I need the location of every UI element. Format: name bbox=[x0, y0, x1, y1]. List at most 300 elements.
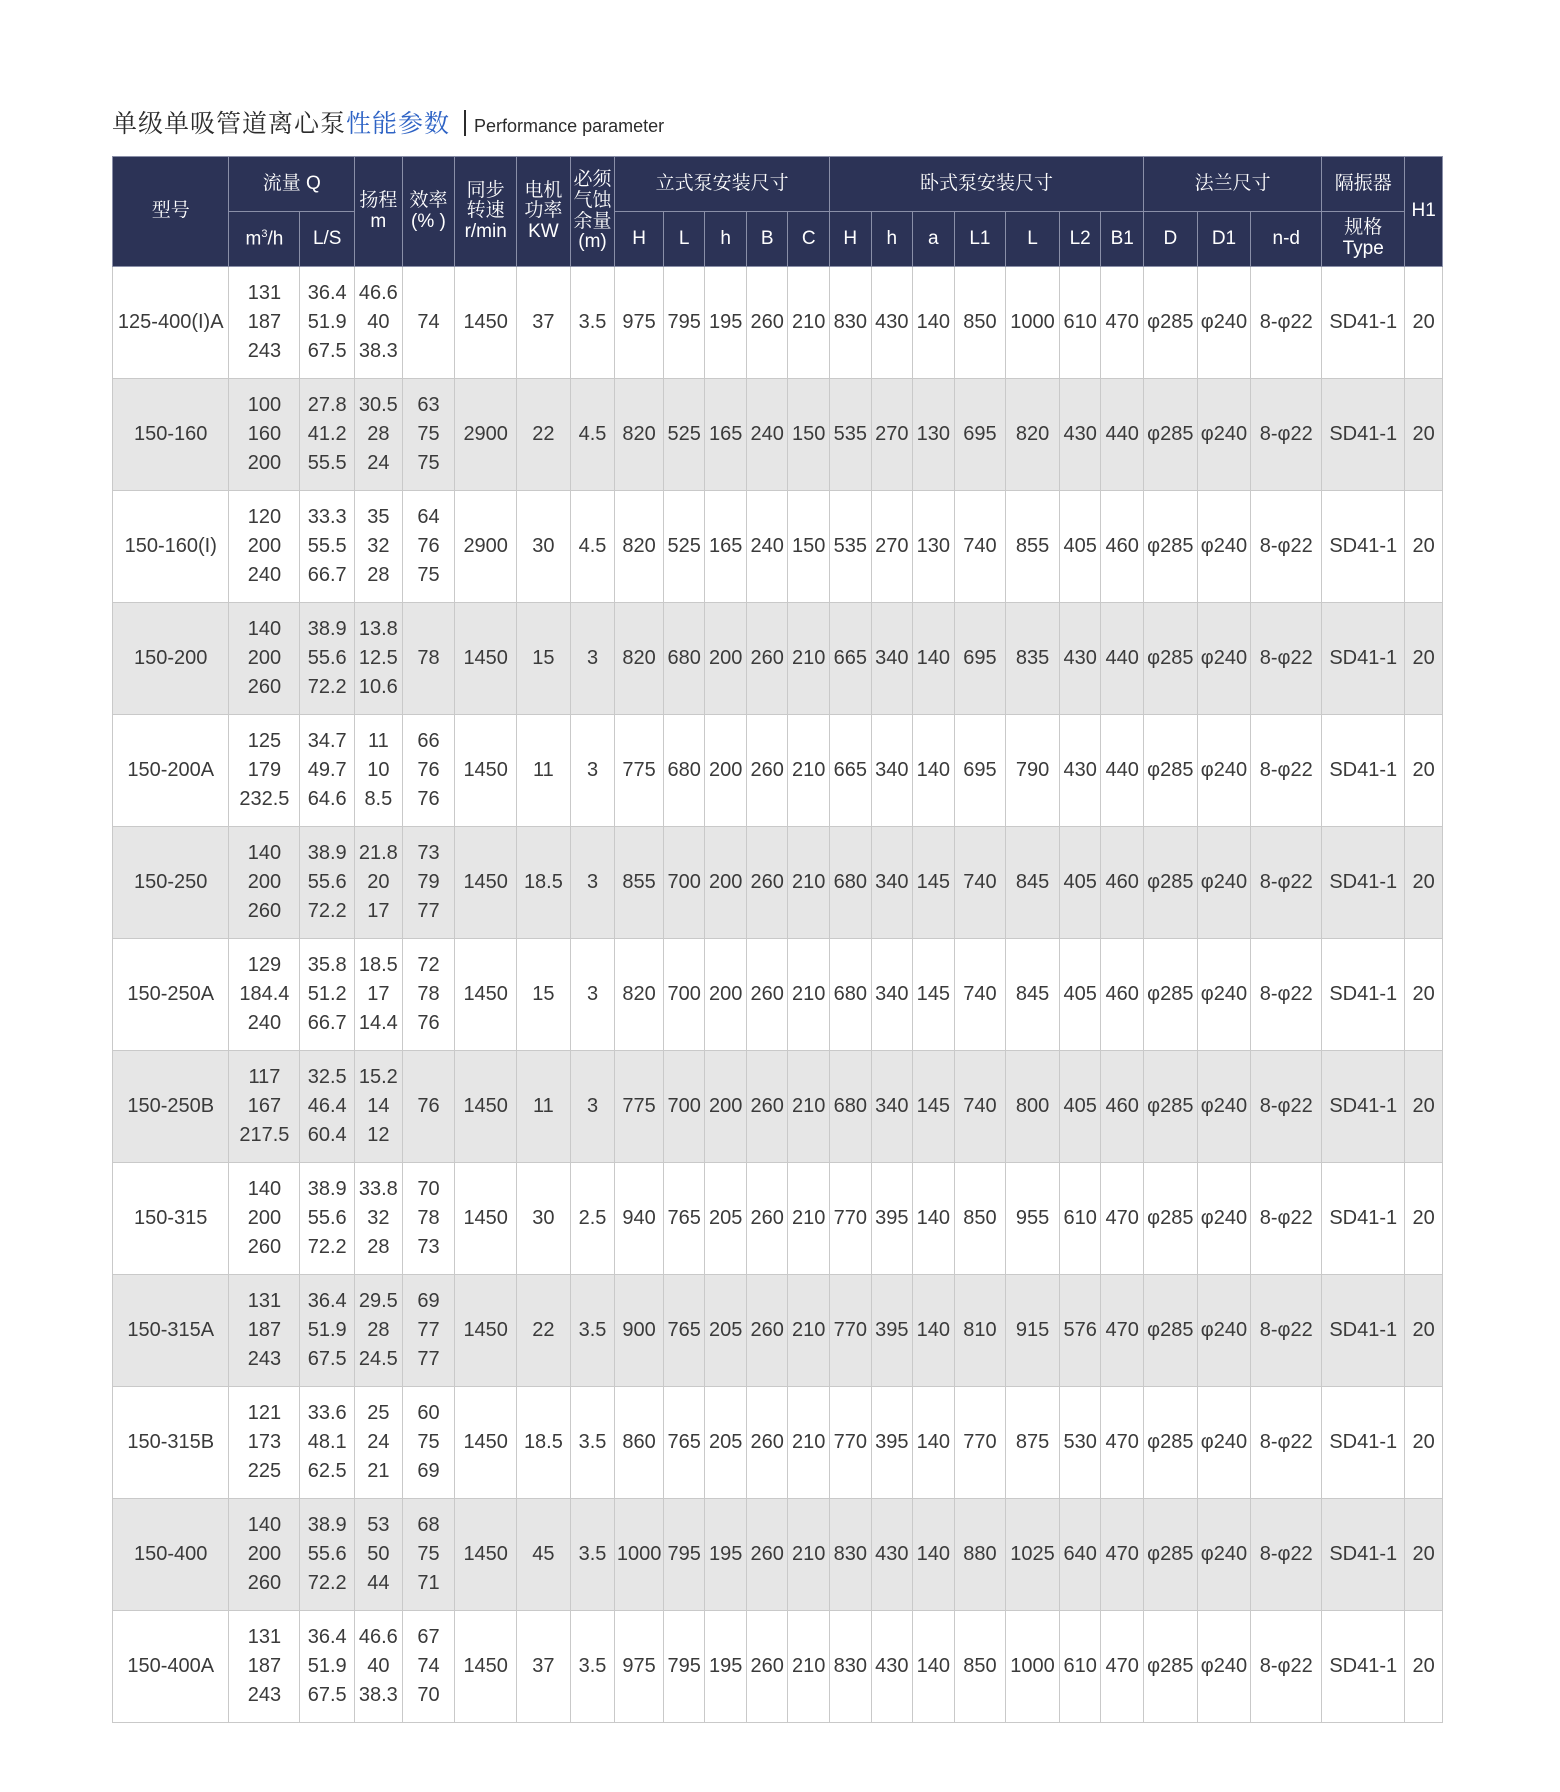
cell-vertical-dim: 975 bbox=[615, 267, 664, 379]
cell-horizontal-dim: 405 bbox=[1059, 939, 1101, 1051]
cell-horizontal-dim: 680 bbox=[830, 1051, 872, 1163]
cell-vertical-dim: 820 bbox=[615, 491, 664, 603]
cell-flow-m3h-value: 225 bbox=[247, 1460, 282, 1482]
cell-h1: 20 bbox=[1405, 491, 1443, 603]
cell-vertical-dim: 795 bbox=[663, 1499, 705, 1611]
cell-efficiency-value: 73 bbox=[417, 1236, 440, 1258]
cell-horizontal-dim: 470 bbox=[1101, 1163, 1144, 1275]
cell-horizontal-dim: 740 bbox=[954, 827, 1006, 939]
cell-flange-dim: φ285 bbox=[1143, 1499, 1197, 1611]
cell-flange-dim: φ285 bbox=[1143, 1611, 1197, 1723]
cell-flow-ls-value: 55.6 bbox=[307, 1543, 347, 1565]
cell-head-value: 40 bbox=[367, 311, 390, 333]
cell-flow-ls-value: 72.2 bbox=[307, 1572, 347, 1594]
cell-flow-ls-value: 33.6 bbox=[307, 1402, 347, 1424]
table-header bbox=[113, 157, 1443, 267]
cell-speed: 1450 bbox=[455, 603, 517, 715]
cell-horizontal-dim: 695 bbox=[954, 715, 1006, 827]
cell-horizontal-dim: 140 bbox=[913, 1163, 955, 1275]
cell-horizontal-dim: 875 bbox=[1006, 1387, 1060, 1499]
cell-vertical-dim: 765 bbox=[663, 1275, 705, 1387]
header-npsh-unit: (m) bbox=[578, 231, 607, 253]
cell-speed: 1450 bbox=[455, 1051, 517, 1163]
cell-flow-ls-value: 41.2 bbox=[307, 423, 347, 445]
cell-efficiency-value: 76 bbox=[417, 788, 440, 810]
cell-flange-dim: φ240 bbox=[1197, 1163, 1251, 1275]
cell-vertical-dim: 240 bbox=[746, 491, 788, 603]
cell-horizontal-dim: 850 bbox=[954, 1611, 1006, 1723]
cell-head-value: 40 bbox=[367, 1655, 390, 1677]
cell-head bbox=[355, 1051, 403, 1163]
cell-flange-dim: φ285 bbox=[1143, 379, 1197, 491]
cell-horizontal-dim: 140 bbox=[913, 1387, 955, 1499]
cell-power: 18.5 bbox=[517, 1387, 571, 1499]
header-npsh-l1: 必须 bbox=[573, 169, 612, 191]
cell-flange-dim: φ240 bbox=[1197, 1611, 1251, 1723]
cell-efficiency-value: 79 bbox=[417, 871, 440, 893]
cell-horizontal-dim: 145 bbox=[913, 939, 955, 1051]
cell-horizontal-dim: 680 bbox=[830, 939, 872, 1051]
cell-vertical-dim: 210 bbox=[788, 1163, 830, 1275]
cell-head bbox=[355, 491, 403, 603]
cell-vertical-dim: 210 bbox=[788, 939, 830, 1051]
header-head-label: 扬程 bbox=[359, 189, 398, 211]
header-f-nd: n-d bbox=[1251, 212, 1322, 267]
cell-flow-ls-value: 55.6 bbox=[307, 871, 347, 893]
cell-flow-ls-value: 35.8 bbox=[307, 954, 347, 976]
cell-flow-m3h-value: 217.5 bbox=[239, 1124, 290, 1146]
table-row bbox=[113, 827, 1443, 939]
cell-vertical-dim: 260 bbox=[746, 1051, 788, 1163]
cell-flange-dim: φ285 bbox=[1143, 1387, 1197, 1499]
cell-horizontal-dim: 140 bbox=[913, 267, 955, 379]
cell-isolator-type: SD41-1 bbox=[1322, 491, 1405, 603]
cell-flow-ls bbox=[300, 1051, 355, 1163]
cell-efficiency-value: 63 bbox=[417, 394, 440, 416]
table-row bbox=[113, 1163, 1443, 1275]
cell-h1: 20 bbox=[1405, 1499, 1443, 1611]
cell-horizontal-dim: 740 bbox=[954, 939, 1006, 1051]
cell-vertical-dim: 210 bbox=[788, 1387, 830, 1499]
cell-horizontal-dim: 915 bbox=[1006, 1275, 1060, 1387]
cell-flow-m3h bbox=[229, 827, 300, 939]
cell-horizontal-dim: 470 bbox=[1101, 1499, 1144, 1611]
cell-isolator-type: SD41-1 bbox=[1322, 603, 1405, 715]
cell-flow-m3h-value: 260 bbox=[247, 1236, 282, 1258]
cell-flange-dim: 8-φ22 bbox=[1251, 379, 1322, 491]
cell-flow-m3h bbox=[229, 939, 300, 1051]
cell-flow-ls-value: 36.4 bbox=[307, 282, 347, 304]
cell-efficiency bbox=[402, 491, 455, 603]
cell-head bbox=[355, 1499, 403, 1611]
cell-horizontal-dim: 340 bbox=[871, 603, 913, 715]
table-row bbox=[113, 1051, 1443, 1163]
cell-model: 150-250 bbox=[113, 827, 229, 939]
header-power-l1: 电机 bbox=[524, 179, 563, 201]
cell-flow-m3h bbox=[229, 1051, 300, 1163]
cell-npsh: 3 bbox=[570, 603, 615, 715]
cell-vertical-dim: 195 bbox=[705, 1611, 747, 1723]
cell-flow-m3h bbox=[229, 379, 300, 491]
cell-isolator-type: SD41-1 bbox=[1322, 267, 1405, 379]
performance-table bbox=[112, 156, 1443, 1723]
table-row bbox=[113, 603, 1443, 715]
cell-efficiency bbox=[402, 379, 455, 491]
cell-horizontal-dim: 955 bbox=[1006, 1163, 1060, 1275]
header-flow: 流量 Q bbox=[229, 157, 355, 212]
cell-flange-dim: φ240 bbox=[1197, 1387, 1251, 1499]
cell-vertical-dim: 210 bbox=[788, 1499, 830, 1611]
cell-flow-m3h-value: 167 bbox=[247, 1095, 282, 1117]
cell-vertical-dim: 260 bbox=[746, 715, 788, 827]
cell-head-value: 11 bbox=[367, 730, 389, 752]
cell-h1: 20 bbox=[1405, 1387, 1443, 1499]
cell-horizontal-dim: 770 bbox=[830, 1163, 872, 1275]
cell-head bbox=[355, 1275, 403, 1387]
cell-horizontal-dim: 535 bbox=[830, 491, 872, 603]
cell-vertical-dim: 260 bbox=[746, 1275, 788, 1387]
cell-vertical-dim: 205 bbox=[705, 1275, 747, 1387]
cell-horizontal-dim: 405 bbox=[1059, 827, 1101, 939]
cell-flange-dim: 8-φ22 bbox=[1251, 1163, 1322, 1275]
cell-horizontal-dim: 610 bbox=[1059, 267, 1101, 379]
cell-vertical-dim: 165 bbox=[705, 379, 747, 491]
title-english: Performance parameter bbox=[474, 116, 665, 136]
cell-efficiency-value: 76 bbox=[417, 1012, 440, 1034]
cell-flow-ls-value: 49.7 bbox=[307, 759, 347, 781]
cell-speed: 2900 bbox=[455, 379, 517, 491]
cell-horizontal-dim: 855 bbox=[1006, 491, 1060, 603]
cell-horizontal-dim: 800 bbox=[1006, 1051, 1060, 1163]
cell-horizontal-dim: 460 bbox=[1101, 491, 1144, 603]
cell-head-value: 32 bbox=[367, 535, 390, 557]
cell-head bbox=[355, 1163, 403, 1275]
cell-flow-m3h-value: 125 bbox=[247, 730, 282, 752]
cell-h1: 20 bbox=[1405, 267, 1443, 379]
header-flow-m3h: $m^3/h$ bbox=[229, 212, 300, 267]
cell-horizontal-dim: 680 bbox=[830, 827, 872, 939]
cell-efficiency bbox=[402, 1611, 455, 1723]
table-row bbox=[113, 1275, 1443, 1387]
cell-model: 150-160(I) bbox=[113, 491, 229, 603]
cell-horizontal-dim: 430 bbox=[871, 1499, 913, 1611]
cell-efficiency-value: 73 bbox=[417, 842, 440, 864]
cell-head-value: 44 bbox=[367, 1572, 390, 1594]
cell-model: 150-400 bbox=[113, 1499, 229, 1611]
cell-power: 37 bbox=[517, 1611, 571, 1723]
cell-flow-m3h-value: 243 bbox=[247, 1684, 282, 1706]
cell-power: 22 bbox=[517, 379, 571, 491]
cell-efficiency-value: 70 bbox=[417, 1178, 440, 1200]
cell-h1: 20 bbox=[1405, 939, 1443, 1051]
cell-model: 150-400A bbox=[113, 1611, 229, 1723]
cell-power: 11 bbox=[517, 715, 571, 827]
cell-speed: 1450 bbox=[455, 267, 517, 379]
cell-flow-ls-value: 72.2 bbox=[307, 676, 347, 698]
cell-efficiency-value: 72 bbox=[417, 954, 440, 976]
cell-flange-dim: φ285 bbox=[1143, 603, 1197, 715]
cell-vertical-dim: 940 bbox=[615, 1163, 664, 1275]
cell-horizontal-dim: 440 bbox=[1101, 379, 1144, 491]
cell-npsh: 4.5 bbox=[570, 379, 615, 491]
cell-flange-dim: 8-φ22 bbox=[1251, 1275, 1322, 1387]
cell-head bbox=[355, 827, 403, 939]
cell-vertical-dim: 260 bbox=[746, 267, 788, 379]
cell-efficiency-value: 75 bbox=[417, 423, 440, 445]
cell-vertical-dim: 260 bbox=[746, 1611, 788, 1723]
cell-efficiency-value: 77 bbox=[417, 900, 440, 922]
cell-model: 150-315A bbox=[113, 1275, 229, 1387]
cell-flow-ls-value: 46.4 bbox=[307, 1095, 347, 1117]
cell-flow-m3h-value: 140 bbox=[247, 618, 282, 640]
cell-isolator-type: SD41-1 bbox=[1322, 715, 1405, 827]
cell-efficiency-value: 68 bbox=[417, 1514, 440, 1536]
cell-flow-m3h-value: 131 bbox=[247, 1290, 282, 1312]
cell-flange-dim: φ240 bbox=[1197, 1051, 1251, 1163]
cell-flow-ls-value: 51.9 bbox=[307, 1655, 347, 1677]
cell-flange-dim: φ285 bbox=[1143, 827, 1197, 939]
cell-vertical-dim: 240 bbox=[746, 379, 788, 491]
cell-horizontal-dim: 535 bbox=[830, 379, 872, 491]
cell-flow-ls-value: 51.9 bbox=[307, 311, 347, 333]
header-power-unit: KW bbox=[528, 220, 559, 242]
cell-isolator-type: SD41-1 bbox=[1322, 1163, 1405, 1275]
cell-flow-ls bbox=[300, 379, 355, 491]
cell-flow-ls-value: 27.8 bbox=[307, 394, 347, 416]
cell-flow-m3h-value: 184.4 bbox=[239, 983, 290, 1005]
cell-flange-dim: φ240 bbox=[1197, 715, 1251, 827]
cell-flow-ls-value: 64.6 bbox=[307, 788, 347, 810]
cell-flow-ls-value: 51.9 bbox=[307, 1319, 347, 1341]
title-main: 单级单吸管道离心泵 bbox=[112, 109, 347, 138]
cell-npsh: 3.5 bbox=[570, 267, 615, 379]
header-vertical: 立式泵安装尺寸 bbox=[615, 157, 830, 212]
cell-flow-ls-value: 66.7 bbox=[307, 564, 347, 586]
cell-model: 150-315B bbox=[113, 1387, 229, 1499]
cell-flange-dim: φ285 bbox=[1143, 939, 1197, 1051]
cell-horizontal-dim: 830 bbox=[830, 267, 872, 379]
cell-flow-ls-value: 34.7 bbox=[307, 730, 347, 752]
cell-flow-m3h-value: 117 bbox=[248, 1066, 281, 1088]
cell-head-value: 24 bbox=[367, 1431, 390, 1453]
header-speed bbox=[455, 157, 517, 267]
cell-head-value: 14 bbox=[367, 1095, 390, 1117]
cell-efficiency-value: 69 bbox=[417, 1290, 440, 1312]
cell-vertical-dim: 795 bbox=[663, 1611, 705, 1723]
cell-flange-dim: φ240 bbox=[1197, 1499, 1251, 1611]
cell-horizontal-dim: 845 bbox=[1006, 827, 1060, 939]
cell-npsh: 4.5 bbox=[570, 491, 615, 603]
cell-flange-dim: φ240 bbox=[1197, 1275, 1251, 1387]
header-h-H: H bbox=[830, 212, 872, 267]
cell-efficiency-value: 76 bbox=[417, 759, 440, 781]
cell-flow-ls-value: 66.7 bbox=[307, 1012, 347, 1034]
cell-power: 30 bbox=[517, 491, 571, 603]
cell-horizontal-dim: 270 bbox=[871, 491, 913, 603]
cell-head-value: 29.5 bbox=[358, 1290, 398, 1312]
cell-horizontal-dim: 430 bbox=[871, 1611, 913, 1723]
cell-head-value: 32 bbox=[367, 1207, 390, 1229]
cell-horizontal-dim: 440 bbox=[1101, 715, 1144, 827]
cell-isolator-type: SD41-1 bbox=[1322, 1611, 1405, 1723]
cell-horizontal-dim: 130 bbox=[913, 379, 955, 491]
cell-head-value: 46.6 bbox=[358, 282, 398, 304]
cell-flow-m3h-value: 187 bbox=[247, 1655, 282, 1677]
cell-head bbox=[355, 603, 403, 715]
cell-horizontal-dim: 460 bbox=[1101, 1051, 1144, 1163]
cell-model: 150-200 bbox=[113, 603, 229, 715]
cell-horizontal-dim: 430 bbox=[1059, 379, 1101, 491]
cell-flow-m3h-value: 200 bbox=[247, 452, 282, 474]
cell-vertical-dim: 855 bbox=[615, 827, 664, 939]
cell-head-value: 15.2 bbox=[358, 1066, 398, 1088]
cell-vertical-dim: 205 bbox=[705, 1387, 747, 1499]
header-h-L1: L1 bbox=[954, 212, 1006, 267]
header-isolator: 隔振器 bbox=[1322, 157, 1405, 212]
cell-horizontal-dim: 770 bbox=[954, 1387, 1006, 1499]
cell-horizontal-dim: 470 bbox=[1101, 1275, 1144, 1387]
cell-head-value: 21 bbox=[367, 1460, 390, 1482]
cell-model: 150-160 bbox=[113, 379, 229, 491]
cell-flow-ls-value: 55.5 bbox=[307, 452, 347, 474]
cell-flow-m3h-value: 129 bbox=[247, 954, 282, 976]
cell-speed: 1450 bbox=[455, 827, 517, 939]
cell-vertical-dim: 260 bbox=[746, 1499, 788, 1611]
cell-model: 150-250A bbox=[113, 939, 229, 1051]
cell-flow-ls-value: 38.9 bbox=[307, 1178, 347, 1200]
cell-horizontal-dim: 145 bbox=[913, 1051, 955, 1163]
cell-head-value: 12.5 bbox=[358, 647, 398, 669]
header-speed-unit: r/min bbox=[464, 220, 507, 242]
cell-flow-ls-value: 60.4 bbox=[307, 1124, 347, 1146]
cell-flow-ls bbox=[300, 1611, 355, 1723]
cell-isolator-type: SD41-1 bbox=[1322, 1499, 1405, 1611]
cell-head-value: 8.5 bbox=[364, 788, 393, 810]
header-head bbox=[355, 157, 403, 267]
cell-head-value: 25 bbox=[367, 1402, 390, 1424]
cell-efficiency-value: 69 bbox=[417, 1460, 440, 1482]
cell-head bbox=[355, 267, 403, 379]
cell-horizontal-dim: 530 bbox=[1059, 1387, 1101, 1499]
cell-flange-dim: 8-φ22 bbox=[1251, 939, 1322, 1051]
cell-flow-ls bbox=[300, 603, 355, 715]
cell-flange-dim: φ285 bbox=[1143, 1051, 1197, 1163]
cell-horizontal-dim: 430 bbox=[1059, 603, 1101, 715]
cell-flow-ls-value: 55.6 bbox=[307, 647, 347, 669]
cell-horizontal-dim: 395 bbox=[871, 1275, 913, 1387]
cell-efficiency bbox=[402, 939, 455, 1051]
cell-flow-m3h-value: 200 bbox=[247, 1543, 282, 1565]
cell-head-value: 10 bbox=[367, 759, 390, 781]
header-efficiency bbox=[402, 157, 455, 267]
cell-horizontal-dim: 830 bbox=[830, 1499, 872, 1611]
cell-speed: 2900 bbox=[455, 491, 517, 603]
cell-horizontal-dim: 1000 bbox=[1006, 267, 1060, 379]
cell-flow-ls-value: 38.9 bbox=[307, 842, 347, 864]
cell-flow-m3h bbox=[229, 1163, 300, 1275]
header-power bbox=[517, 157, 571, 267]
header-v-C: C bbox=[788, 212, 830, 267]
cell-flow-ls-value: 62.5 bbox=[307, 1460, 347, 1482]
cell-npsh: 3 bbox=[570, 1051, 615, 1163]
cell-horizontal-dim: 845 bbox=[1006, 939, 1060, 1051]
cell-power: 18.5 bbox=[517, 827, 571, 939]
header-eff-unit: (% ) bbox=[411, 210, 446, 232]
cell-vertical-dim: 260 bbox=[746, 1387, 788, 1499]
cell-vertical-dim: 900 bbox=[615, 1275, 664, 1387]
cell-isolator-type: SD41-1 bbox=[1322, 827, 1405, 939]
table-row bbox=[113, 491, 1443, 603]
cell-flow-m3h-value: 200 bbox=[247, 535, 282, 557]
cell-power: 15 bbox=[517, 939, 571, 1051]
header-flange: 法兰尺寸 bbox=[1143, 157, 1321, 212]
cell-horizontal-dim: 395 bbox=[871, 1163, 913, 1275]
cell-horizontal-dim: 430 bbox=[1059, 715, 1101, 827]
cell-vertical-dim: 210 bbox=[788, 1611, 830, 1723]
header-npsh-l3: 余量 bbox=[573, 210, 612, 232]
cell-horizontal-dim: 810 bbox=[954, 1275, 1006, 1387]
cell-isolator-type: SD41-1 bbox=[1322, 1051, 1405, 1163]
cell-vertical-dim: 165 bbox=[705, 491, 747, 603]
cell-horizontal-dim: 665 bbox=[830, 603, 872, 715]
cell-efficiency-value: 75 bbox=[417, 452, 440, 474]
header-type-cn: 规格 bbox=[1344, 217, 1383, 239]
cell-head-value: 18.5 bbox=[358, 954, 398, 976]
cell-vertical-dim: 210 bbox=[788, 715, 830, 827]
cell-npsh: 3.5 bbox=[570, 1275, 615, 1387]
table-row bbox=[113, 379, 1443, 491]
cell-flow-m3h-value: 200 bbox=[247, 647, 282, 669]
cell-flow-ls bbox=[300, 715, 355, 827]
cell-head-value: 28 bbox=[367, 1236, 390, 1258]
cell-isolator-type: SD41-1 bbox=[1322, 1387, 1405, 1499]
cell-model: 150-315 bbox=[113, 1163, 229, 1275]
cell-flange-dim: φ240 bbox=[1197, 939, 1251, 1051]
cell-efficiency-value: 64 bbox=[417, 506, 440, 528]
cell-horizontal-dim: 695 bbox=[954, 603, 1006, 715]
cell-horizontal-dim: 740 bbox=[954, 491, 1006, 603]
cell-head-value: 53 bbox=[367, 1514, 390, 1536]
cell-horizontal-dim: 340 bbox=[871, 939, 913, 1051]
table-body bbox=[113, 267, 1443, 1723]
cell-flange-dim: φ285 bbox=[1143, 267, 1197, 379]
cell-power: 22 bbox=[517, 1275, 571, 1387]
cell-flow-ls bbox=[300, 491, 355, 603]
cell-horizontal-dim: 610 bbox=[1059, 1163, 1101, 1275]
cell-flange-dim: 8-φ22 bbox=[1251, 267, 1322, 379]
cell-horizontal-dim: 440 bbox=[1101, 603, 1144, 715]
cell-vertical-dim: 150 bbox=[788, 379, 830, 491]
cell-head-value: 50 bbox=[367, 1543, 390, 1565]
cell-flow-ls bbox=[300, 939, 355, 1051]
header-speed-l2: 转速 bbox=[466, 200, 505, 222]
cell-flange-dim: 8-φ22 bbox=[1251, 603, 1322, 715]
cell-horizontal-dim: 140 bbox=[913, 1499, 955, 1611]
title-accent: 性能参数 bbox=[346, 109, 451, 138]
cell-flange-dim: φ240 bbox=[1197, 267, 1251, 379]
cell-vertical-dim: 200 bbox=[705, 827, 747, 939]
cell-flow-m3h-value: 240 bbox=[247, 1012, 282, 1034]
cell-efficiency-value: 77 bbox=[417, 1348, 440, 1370]
cell-vertical-dim: 525 bbox=[663, 491, 705, 603]
cell-npsh: 3.5 bbox=[570, 1499, 615, 1611]
cell-horizontal-dim: 340 bbox=[871, 1051, 913, 1163]
cell-horizontal-dim: 695 bbox=[954, 379, 1006, 491]
cell-flow-m3h-value: 140 bbox=[247, 1514, 282, 1536]
cell-flow-ls-value: 33.3 bbox=[307, 506, 347, 528]
header-h1: H1 bbox=[1405, 157, 1443, 267]
cell-h1: 20 bbox=[1405, 1051, 1443, 1163]
